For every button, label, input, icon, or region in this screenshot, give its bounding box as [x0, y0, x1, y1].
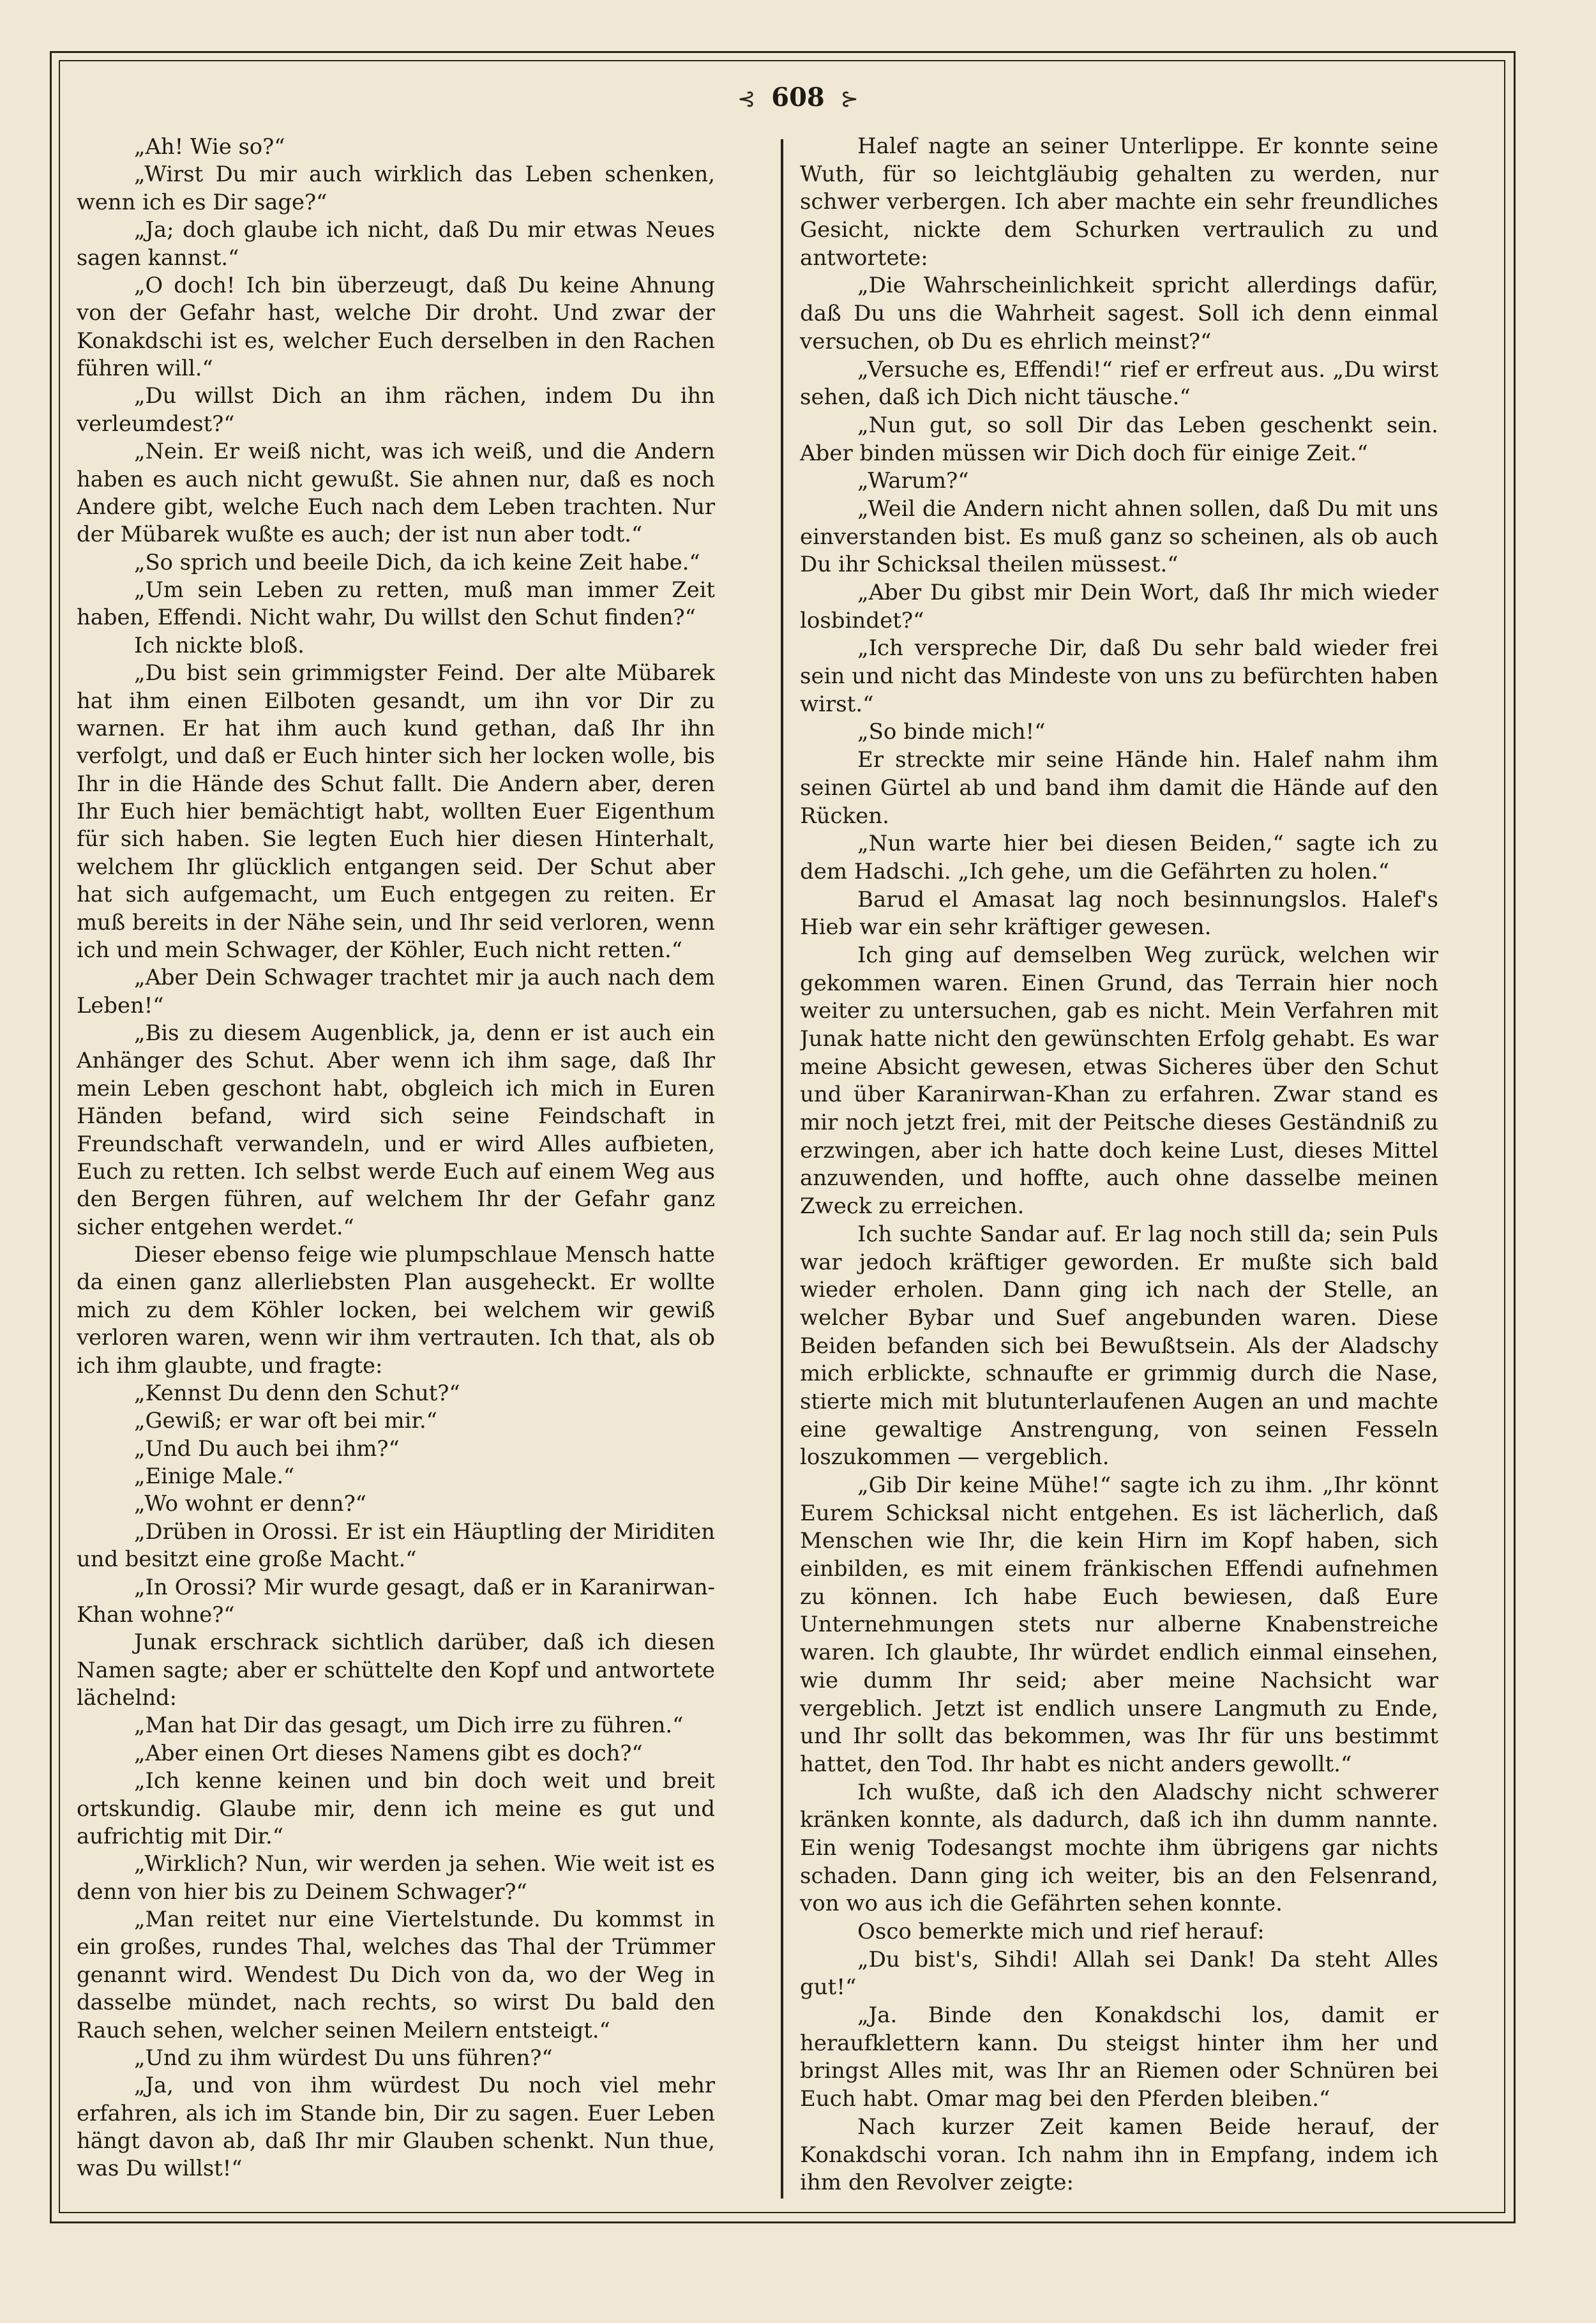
left-column [77, 133, 715, 2202]
paragraph: „Ja. Binde den Konakdschi los, damit er heraufklettern kann. Du steigst hinter ihm her und bringst Alles mit, was Ihr an Riemen oder Schnüren bei Euch habt. Omar mag bei den Pferden bleiben.“ [800, 2002, 1438, 2112]
right-column [800, 133, 1438, 2202]
paragraph: „Bis zu diesem Augenblick, ja, denn er ist auch ein Anhänger des Schut. Aber wenn ich ihm sage, daß Ihr mein Leben geschont habt, obgleich ich mich in Euren Händen befand, wird sich seine Feindschaft in Freundschaft verwandeln, und er wird Alles aufbieten, Euch zu retten. Ich selbst werde Euch auf einem Weg aus den Bergen führen, auf welchem Ihr der Gefahr ganz sicher entgehen werdet.“ [77, 1020, 715, 1239]
paragraph: Junak erschrack sichtlich darüber, daß ich diesen Namen sagte; aber er schüttelte den Kopf und antwortete lächelnd: [77, 1630, 715, 1710]
page-number: 608 [771, 82, 825, 112]
paragraph: Barud el Amasat lag noch besinnungslos. Halef's Hieb war ein sehr kräftiger gewesen. [800, 886, 1438, 941]
paragraph: „Aber Du gibst mir Dein Wort, daß Ihr mich wieder losbindet?“ [800, 580, 1438, 633]
paragraph: Nach kurzer Zeit kamen Beide herauf, der Konakdschi voran. Ich nahm ihn in Empfang, indem ich ihm den Revolver zeigte: [800, 2114, 1438, 2196]
paragraph: „Ja; doch glaube ich nicht, daß Du mir etwas Neues sagen kannst.“ [77, 217, 715, 270]
paragraph: „Man hat Dir das gesagt, um Dich irre zu führen.“ [134, 1713, 684, 1738]
paragraph: „Wirklich? Nun, wir werden ja sehen. Wie weit ist es denn von hier bis zu Deinem Schwager?“ [77, 1851, 715, 1904]
paragraph: „Ich kenne keinen und bin doch weit und breit ortskundig. Glaube mir, denn ich meine es gut und aufrichtig mit Dir.“ [77, 1768, 715, 1849]
page-header [0, 82, 1596, 115]
paragraph: „Und Du auch bei ihm?“ [134, 1435, 400, 1461]
paragraph: „Ich verspreche Dir, daß Du sehr bald wieder frei sein und nicht das Mindeste von uns zu befürchten haben wirst.“ [800, 635, 1438, 717]
paragraph: „So sprich und beeile Dich, da ich keine Zeit habe.“ [134, 549, 700, 575]
paragraph: „Und zu ihm würdest Du uns führen?“ [134, 2045, 553, 2070]
paragraph: „Wirst Du mir auch wirklich das Leben schenken, wenn ich es Dir sage?“ [77, 162, 715, 215]
paragraph: „Nun gut, so soll Dir das Leben geschenkt sein. Aber binden müssen wir Dich doch für einige Zeit.“ [800, 412, 1438, 466]
paragraph: Er streckte mir seine Hände hin. Halef nahm ihm seinen Gürtel ab und band ihm damit die Hände auf den Rücken. [800, 747, 1438, 829]
paragraph: Ich ging auf demselben Weg zurück, welchen wir gekommen waren. Einen Grund, das Terrain hier noch weiter zu untersuchen, gab es nicht. Mein Verfahren mit Junak hatte nicht den gewünschten Erfolg gehabt. Es war meine Absicht gewesen, etwas Sicheres über den Schut und über Karanirwan-Khan zu erfahren. Zwar stand es mir noch jetzt frei, mit der Peitsche dieses Geständniß zu erzwingen, aber ich hatte doch keine Lust, dieses Mittel anzuwenden, und hoffte, auch ohne dasselbe meinen Zweck zu erreichen. [800, 942, 1438, 1220]
paragraph: „Gib Dir keine Mühe!“ sagte ich zu ihm. „Ihr könnt Eurem Schicksal nicht entgehen. Es ist lächerlich, daß Menschen wie Ihr, die kein Hirn im Kopf haben, sich einbilden, es mit einem fränkischen Effendi aufnehmen zu können. Ich habe Euch bewiesen, daß Eure Unternehmungen stets nur alberne Knabenstreiche waren. Ich glaubte, Ihr würdet endlich einmal einsehen, wie dumm Ihr seid; aber meine Nachsicht war vergeblich. Jetzt ist endlich unsere Langmuth zu Ende, und Ihr sollt das bekommen, was Ihr für uns bestimmt hattet, den Tod. Ihr habt es nicht anders gewollt.“ [800, 1472, 1438, 1777]
paragraph: „Wo wohnt er denn?“ [134, 1491, 366, 1517]
paragraph: Halef nagte an seiner Unterlippe. Er konnte seine Wuth, für so leichtgläubig gehalten zu werden, nur schwer verbergen. Ich aber machte ein sehr freundliches Gesicht, nickte dem Schurken vertraulich zu und antwortete: [800, 133, 1438, 271]
paragraph: „Ah! Wie so?“ [134, 134, 285, 159]
paragraph: Ich suchte Sandar auf. Er lag noch still da; sein Puls war jedoch kräftiger geworden. Er mußte sich bald wieder erholen. Dann ging ich nach der Stelle, an welcher Bybar und Suef angebunden waren. Diese Beiden befanden sich bei Bewußtsein. Als der Aladschy mich erblickte, schnaufte er grimmig durch die Nase, stierte mich mit blutunterlaufenen Augen an und machte eine gewaltige Anstrengung, von seinen Fesseln loszukommen — vergeblich. [800, 1221, 1438, 1471]
paragraph: „Die Wahrscheinlichkeit spricht allerdings dafür, daß Du uns die Wahrheit sagest. Soll ich denn einmal versuchen, ob Du es ehrlich meinst?“ [800, 273, 1438, 354]
ornament-right-icon: ⊱ [840, 86, 859, 112]
paragraph: „Einige Male.“ [134, 1464, 295, 1488]
paragraph: Ich wußte, daß ich den Aladschy nicht schwerer kränken konnte, als dadurch, daß ich ihn dumm nannte. Ein wenig Todesangst mochte ihm übrigens gar nichts schaden. Dann ging ich weiter, bis an den Felsenrand, von wo aus ich die Gefährten sehen konnte. [800, 1779, 1438, 1917]
paragraph: „Du willst Dich an ihm rächen, indem Du ihn verleumdest?“ [77, 383, 715, 436]
column-divider [781, 139, 783, 2198]
paragraph: „So binde mich!“ [857, 719, 1046, 745]
paragraph: „Nein. Er weiß nicht, was ich weiß, und die Andern haben es auch nicht gewußt. Sie ahnen nur, daß es noch Andere gibt, welche Euch nach dem Leben trachten. Nur der Mübarek wußte es auch; der ist nun aber todt.“ [77, 439, 715, 547]
paragraph: „Gewiß; er war oft bei mir.“ [134, 1408, 437, 1434]
paragraph: „Aber einen Ort dieses Namens gibt es doch?“ [134, 1740, 643, 1766]
paragraph: „O doch! Ich bin überzeugt, daß Du keine Ahnung von der Gefahr hast, welche Dir droht. Und zwar der Konakdschi ist es, welcher Euch derselben in den Rachen führen will.“ [77, 272, 715, 381]
paragraph: „Man reitet nur eine Viertelstunde. Du kommst in ein großes, rundes Thal, welches das Thal der Trümmer genannt wird. Wendest Du Dich von da, wo der Weg in dasselbe mündet, nach rechts, so wirst Du bald den Rauch sehen, welcher seinen Meilern entsteigt.“ [77, 1907, 715, 2043]
paragraph: „Du bist sein grimmigster Feind. Der alte Mübarek hat ihm einen Eilboten gesandt, um ihn vor Dir zu warnen. Er hat ihm auch kund gethan, daß Ihr ihn verfolgt, und daß er Euch hinter sich her locken wolle, bis Ihr in die Hände des Schut fallt. Die Andern aber, deren Ihr Euch hier bemächtigt habt, wollten Euer Eigenthum für sich haben. Sie legten Euch hier diesen Hinterhalt, welchem Ihr glücklich entgangen seid. Der Schut aber hat sich aufgemacht, um Euch entgegen zu reiten. Er muß bereits in der Nähe sein, und Ihr seid verloren, wenn ich und mein Schwager, der Köhler, Euch nicht retten.“ [77, 660, 715, 962]
paragraph: „Aber Dein Schwager trachtet mir ja auch nach dem Leben!“ [77, 965, 715, 1018]
paragraph: „Drüben in Orossi. Er ist ein Häuptling der Miriditen und besitzt eine große Macht.“ [77, 1518, 715, 1572]
paragraph: „Um sein Leben zu retten, muß man immer Zeit haben, Effendi. Nicht wahr, Du willst den Schut finden?“ [77, 577, 715, 630]
paragraph: Dieser ebenso feige wie plumpschlaue Mensch hatte da einen ganz allerliebsten Plan ausgeheckt. Er wollte mich zu dem Köhler locken, bei welchem wir gewiß verloren waren, wenn wir ihm vertrauten. Ich that, als ob ich ihm glaubte, und fragte: [77, 1242, 715, 1378]
paragraph: „Warum?“ [857, 468, 969, 494]
paragraph: „Nun warte hier bei diesen Beiden,“ sagte ich zu dem Hadschi. „Ich gehe, um die Gefährten zu holen.“ [800, 831, 1438, 884]
paragraph: „Weil die Andern nicht ahnen sollen, daß Du mit uns einverstanden bist. Es muß ganz so scheinen, als ob auch Du ihr Schicksal theilen müssest.“ [800, 496, 1438, 578]
paragraph: „Ja, und von ihm würdest Du noch viel mehr erfahren, als ich im Stande bin, Dir zu sagen. Euer Leben hängt davon ab, daß Ihr mir Glauben schenkt. Nun thue, was Du willst!“ [77, 2073, 715, 2181]
paragraph: „Du bist's, Sihdi! Allah sei Dank! Da steht Alles gut!“ [800, 1946, 1438, 2001]
paragraph: Osco bemerkte mich und rief herauf: [857, 1919, 1265, 1944]
paragraph: „Kennst Du denn den Schut?“ [134, 1380, 460, 1405]
paragraph: „Versuche es, Effendi!“ rief er erfreut aus. „Du wirst sehen, daß ich Dich nicht täusche.“ [800, 356, 1438, 411]
ornament-left-icon: ⊰ [737, 86, 756, 112]
paragraph: Ich nickte bloß. [134, 632, 305, 658]
paragraph: „In Orossi? Mir wurde gesagt, daß er in Karanirwan-Khan wohne?“ [77, 1574, 715, 1627]
